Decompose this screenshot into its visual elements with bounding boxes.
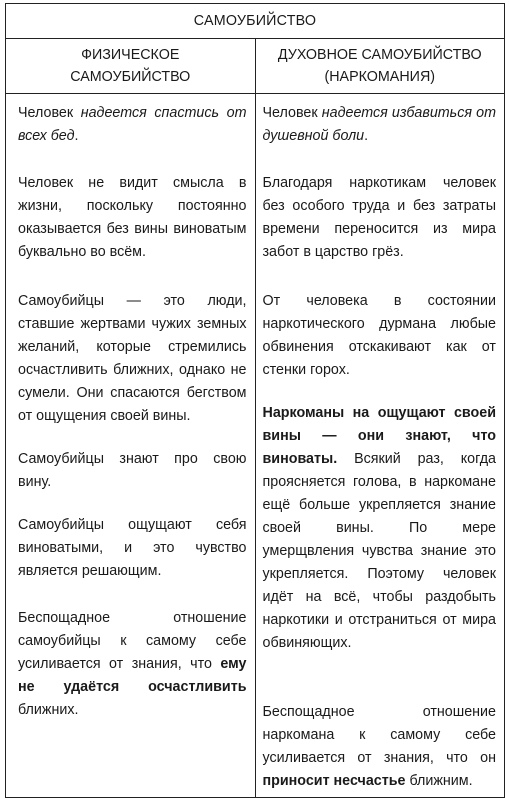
table-title: САМОУБИЙСТВО	[6, 4, 505, 39]
left-entry-hope: Человек надеется спастись от всех бед.	[18, 105, 247, 144]
physical-suicide-column	[6, 94, 256, 798]
left-entry-victims: Самоубийцы — это люди, ставшие жертвами чужих земных желаний, которые стремились осчастливить ближних, однако не сумели. Они спасаются бегством от ощущения своей вины.	[18, 293, 247, 424]
right-entry-dreams: Благодаря наркотикам человек без особого труда и без затраты времени переносится из мира забот в царство грёз.	[262, 175, 496, 260]
left-entry-feel-guilt: Самоубийцы ощущают себя виноватыми, и это чувство является решающим.	[18, 517, 247, 579]
spiritual-suicide-column	[255, 94, 505, 798]
header-spiritual-line2: (НАРКОМАНИЯ)	[324, 69, 436, 85]
header-spiritual-suicide	[255, 39, 505, 94]
left-entry-meaning: Человек не видит смысла в жизни, поскольку постоянно оказывается без вины виноватым буквально во всём.	[18, 175, 247, 260]
header-physical-line1: ФИЗИЧЕСКОЕ	[81, 47, 180, 63]
header-spiritual-line1: ДУХОВНОЕ САМОУБИЙСТВО	[277, 47, 482, 63]
left-entry-ruthless: Беспощадное отношение самоубийцы к самому себе усиливается от знания, что ему не удаётся осчастливить ближних.	[18, 610, 247, 718]
right-entry-know-guilt: Наркоманы на ощущают своей вины — они знают, что виноваты. Всякий раз, когда проясняется голова, в наркомане ещё больше укрепляется знание своей вины. По мере умерщвления чувства знание это укрепляется. Поэтому человек идёт на всё, чтобы раздобыть наркотики и отстраниться от мира обвиняющих.	[262, 405, 496, 651]
comparison-table	[5, 3, 505, 798]
right-entry-hope: Человек надеется избавиться от душевной боли.	[262, 105, 496, 144]
right-entry-ruthless: Беспощадное отношение наркомана к самому себе усиливается от знания, что он приносит несчастье ближним.	[262, 704, 496, 789]
header-physical-line2: САМОУБИЙСТВО	[70, 69, 191, 85]
header-physical-suicide	[6, 39, 256, 94]
right-entry-accusations: От человека в состоянии наркотического дурмана любые обвинения отскакивают как от стенки горох.	[262, 293, 496, 378]
left-entry-know-guilt: Самоубийцы знают про свою вину.	[18, 451, 247, 490]
